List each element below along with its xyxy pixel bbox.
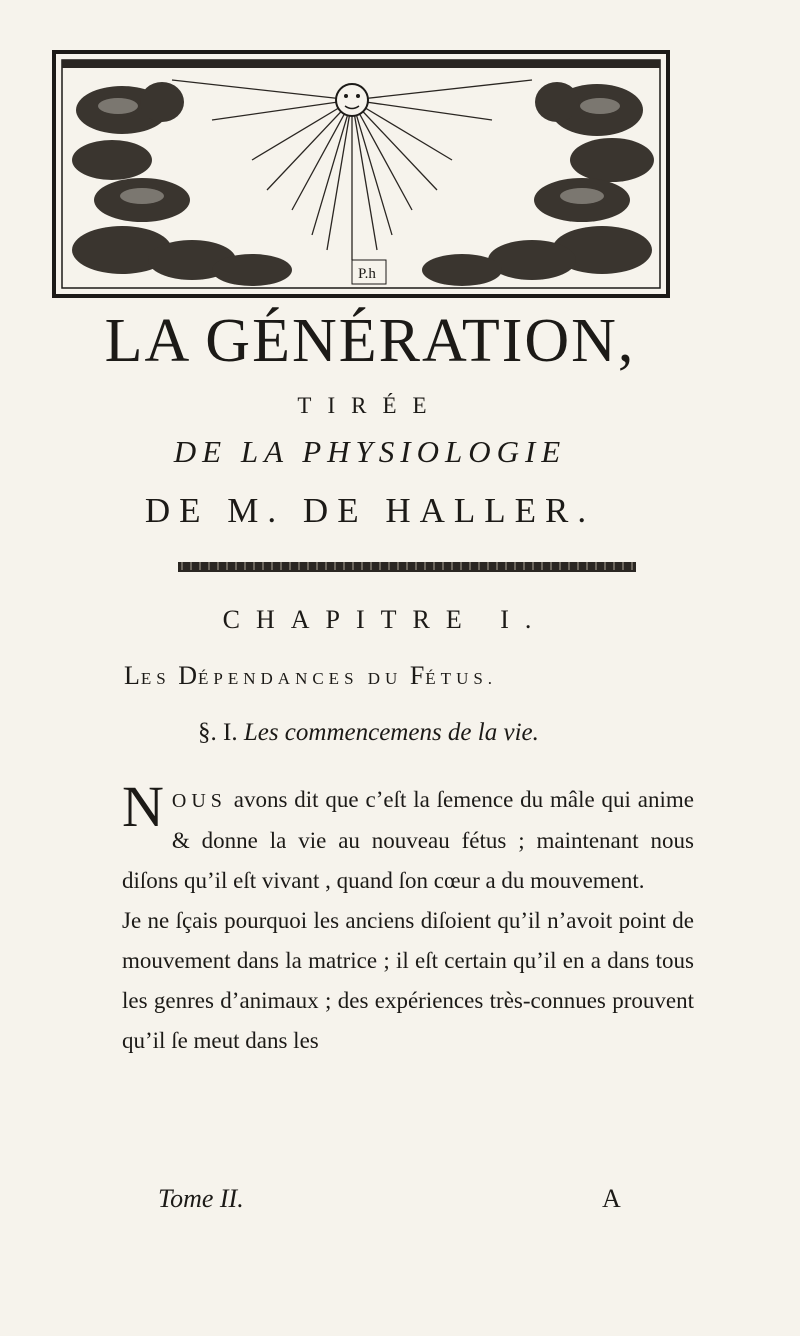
ornamental-rule xyxy=(178,562,636,572)
signature-mark: A xyxy=(602,1184,621,1213)
chapter-title-initial-l: L xyxy=(124,661,141,690)
subtitle-tiree: TIRÉE xyxy=(297,393,443,418)
subtitle-haller: DE M. DE HALLER. xyxy=(144,491,596,530)
chapter-title-word-dependances: ÉPENDANCES DU xyxy=(198,669,403,688)
section-mark: §. I. xyxy=(198,719,238,746)
engraver-mark: P.h xyxy=(358,266,376,282)
chapter-title-initial-f: F xyxy=(409,661,426,690)
section-heading xyxy=(198,718,539,748)
chapter-title xyxy=(124,660,684,695)
paragraph-2: Je ne ſçais pourquoi les anciens diſoient qu’il n’avoit point de mouvement dans la matrice ; il eſt certain qu’il en a dans tous les genres d’animaux ; des expériences très-connues prouvent qu’il ſe meut dans les xyxy=(122,908,694,1053)
paragraph-1 xyxy=(122,774,694,901)
sunburst-cloud-vignette-icon xyxy=(52,50,670,298)
headpiece-vignette xyxy=(52,50,670,298)
section-title: Les commencemens de la vie. xyxy=(243,719,539,746)
chapter-title-initial-d: D xyxy=(178,661,199,690)
volume-label: Tome II. xyxy=(158,1184,244,1213)
first-word: OUS xyxy=(171,790,227,812)
body-text xyxy=(122,774,694,1061)
chapter-title-word-fetus: ÉTUS. xyxy=(425,669,498,688)
subtitle-physiologie: DE LA PHYSIOLOGIE xyxy=(173,434,567,469)
chapter-title-word-les: ES xyxy=(140,669,171,688)
page-title: LA GÉNÉRATION, xyxy=(104,307,636,375)
drop-cap: N xyxy=(122,774,164,839)
chapter-heading: CHAPITRE I. xyxy=(222,605,548,634)
paragraph-1-text: avons dit que c’eſt la ſemence du mâle qui anime & donne la vie au nouveau fétus ; maintenant nous diſons qu’il eſt vivant , quand ſon cœur a du mouvement. xyxy=(122,787,694,893)
